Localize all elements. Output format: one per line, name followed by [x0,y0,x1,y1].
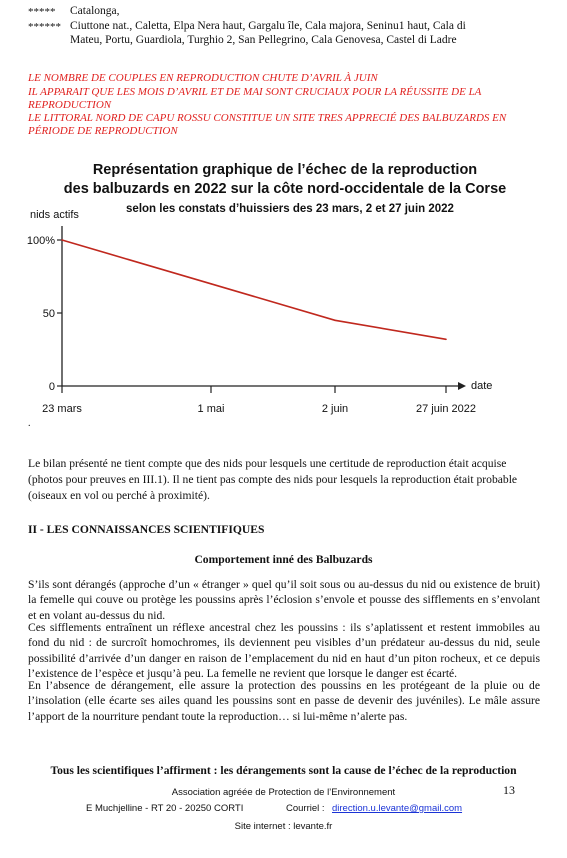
red-note-3: REPRODUCTION [28,99,112,111]
y-axis-label: nids actifs [30,209,79,221]
paragraph-2: Ces sifflements entraînent un réflexe ancestral chez les poussins : ils s’aplatissent et restent immobiles au fond du nid : de surcroît homochromes, ils deviennent peu visibles d’un prédateur au-dessus du nid, seule possibilité d’arrivée d’un danger en raison de l’emplacement du nid en haut d’un piton rocheux, et ce depuis l’existence de l’espèce et jusqu’à peu. La femelle ne revient que lorsque le danger est écarté. [28,621,540,681]
page-number: 13 [503,783,515,797]
x-tick-label: 23 mars [42,403,82,415]
paragraph-1: S’ils sont dérangés (approche d’un « étranger » quel qu’il soit sous ou au-dessus du nid ou existence de bruit) la femelle qui couve ou protège les poussins après l’éclosion s’envole et pousse des sifflements en s’envolant et en volant au-dessus du nid. [28,578,540,622]
red-note-5: PÉRIODE DE REPRODUCTION [28,125,178,137]
data-point [61,239,63,241]
paragraph-bilan: Le bilan présenté ne tient compte que des nids pour lesquels une certitude de reproduction était acquise (photos pour preuves en III.1). Il ne tient pas compte des nids pour lesquels la reproduction était probable (oiseaux en vol ou perché à proximité). [28,457,518,502]
y-tick-label: 0 [48,381,55,393]
x-axis-arrow [458,382,466,390]
paragraph-3: En l’absence de dérangement, elle assure la protection des poussins en les protégeant de la pluie ou de l’insolation (elle écarte ses ailes quand les poussins sont en passe de devenir des juvéniles). Le mâle assure l’apport de la nourriture pendant toute la reproduction… si lui-même n’alerte pas. [28,679,540,723]
footer-mail-label: Courriel : [286,803,325,814]
y-tick-label: 50 [42,308,55,320]
footer-association: Association agréée de Protection de l’Environnement [171,787,396,798]
chart-footnote-mark: . [28,418,31,429]
red-note-1: LE NOMBRE DE COUPLES EN REPRODUCTION CHUTE D’AVRIL À JUIN [28,72,378,84]
red-note-4: LE LITTORAL NORD DE CAPU ROSSU CONSTITUE UN SITE TRES APPRECIÉ DES BALBUZARDS EN [28,112,507,124]
y-tick-label: 100% [26,235,55,247]
footer-email-link[interactable]: direction.u.levante@gmail.com [332,803,463,814]
section-heading: II - LES CONNAISSANCES SCIENTIFIQUES [28,523,265,536]
data-point [445,338,447,340]
list-marker-2: ****** [28,21,61,33]
x-tick-label: 27 juin 2022 [416,403,476,415]
subsection-heading: Comportement inné des Balbuzards [194,553,373,566]
list-item-2-line1: Ciuttone nat., Caletta, Elpa Nera haut, Gargalu île, Cala majora, Seninu1 haut, Cala di [70,20,466,32]
list-item-2-line2: Mateu, Portu, Guardiola, Turghio 2, San Pellegrino, Cala Genovesa, Castel di Ladre [70,34,457,46]
chart-title-line2: des balbuzards en 2022 sur la côte nord-occidentale de la Corse [63,181,507,197]
x-axis-label: date [471,380,493,392]
list-item-1: Catalonga, [70,5,120,17]
list-marker-1: ***** [28,6,56,18]
footer-address: E Muchjelline - RT 20 - 20250 CORTI [86,803,244,814]
series-line [62,240,446,339]
conclusion: Tous les scientifiques l’affirment : les dérangements sont la cause de l’échec de la reproduction [50,764,517,777]
data-point [334,320,336,322]
chart-title-line1: Représentation graphique de l’échec de la reproduction [92,162,478,178]
red-note-2: IL APPARAIT QUE LES MOIS D’AVRIL ET DE MAI SONT CRUCIAUX POUR LA RÉUSSITE DE LA [28,86,482,98]
x-tick-label: 2 juin [321,403,349,415]
footer-website: Site internet : levante.fr [234,821,333,832]
x-tick-label: 1 mai [197,403,225,415]
chart-subtitle: selon les constats d’huissiers des 23 mars, 2 et 27 juin 2022 [126,203,454,215]
data-point [210,283,212,285]
